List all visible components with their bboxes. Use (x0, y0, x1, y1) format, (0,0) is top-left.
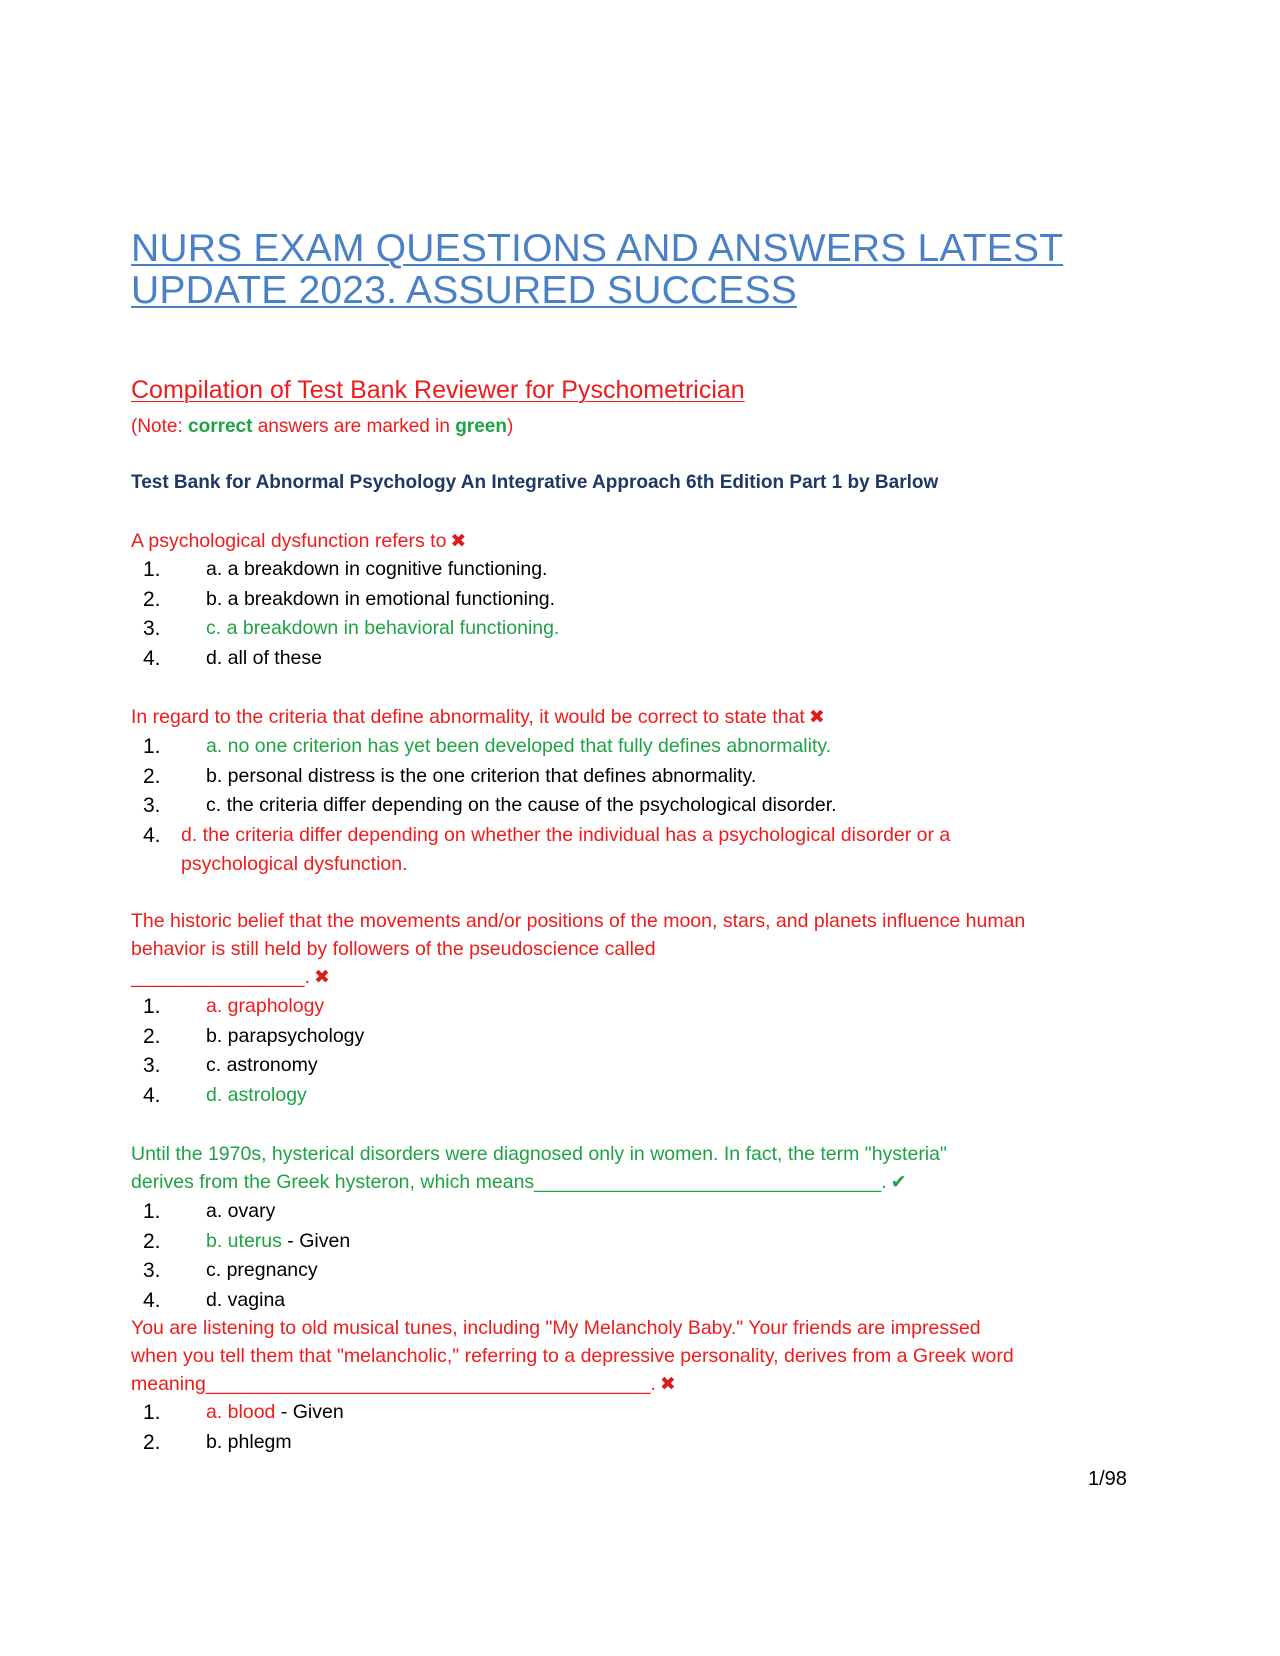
question-5 (131, 1314, 1131, 1399)
list-item (131, 1081, 1131, 1111)
question-1 (131, 527, 1131, 556)
option-number: 1. (143, 558, 161, 581)
question-text-line: behavior is still held by followers of the pseudoscience called (131, 938, 656, 960)
option-text: c. astronomy (206, 1054, 318, 1076)
wrong-mark-icon: ✖ (450, 531, 467, 552)
list-item (131, 762, 1131, 792)
note-middle: answers are marked in (252, 416, 456, 437)
list-item (131, 992, 1131, 1022)
option-number: 3. (143, 1259, 161, 1282)
check-mark-icon: ✔ (890, 1172, 907, 1193)
option-text: b. parapsychology (206, 1024, 365, 1047)
option-number: 4. (143, 1288, 161, 1312)
section-heading: Test Bank for Abnormal Psychology An Integrative Approach 6th Edition Part 1 by Barlow (131, 472, 939, 493)
note-green-word: green (455, 416, 507, 437)
given-label: - Given (275, 1401, 344, 1423)
question-2 (131, 703, 1131, 732)
option-number: 2. (143, 1430, 161, 1454)
question-text-line: meaning_________________________________________. (131, 1373, 656, 1395)
list-item (131, 821, 1131, 879)
option-text: a. a breakdown in cognitive functioning. (206, 558, 548, 580)
option-number: 2. (143, 1024, 161, 1048)
list-item (131, 614, 1131, 644)
question-text: In regard to the criteria that define abnormality, it would be correct to state that (131, 706, 805, 728)
wrong-mark-icon: ✖ (808, 707, 825, 728)
list-item (131, 1197, 1131, 1227)
option-number: 1. (143, 735, 161, 758)
answer-blank: ________________. (131, 966, 310, 988)
question-5-options (131, 1398, 1131, 1457)
question-text: A psychological dysfunction refers to (131, 530, 447, 552)
option-text: a. no one criterion has yet been developed that fully defines abnormality. (206, 735, 832, 757)
option-text: b. phlegm (206, 1430, 292, 1453)
question-4-options (131, 1197, 1131, 1315)
page-number: 1/98 (1088, 1468, 1127, 1490)
list-item (131, 1227, 1131, 1257)
question-text-line: when you tell them that "melancholic," referring to a depressive personality, derives from a Greek word (131, 1345, 1014, 1367)
list-item (131, 1398, 1131, 1428)
question-2-options (131, 732, 1131, 879)
option-text: a. graphology (206, 995, 325, 1017)
question-text-line: The historic belief that the movements and/or positions of the moon, stars, and planets influence human (131, 910, 1026, 932)
option-text: c. pregnancy (206, 1259, 318, 1281)
question-4 (131, 1140, 1131, 1197)
option-number: 4. (143, 823, 161, 847)
list-item (131, 585, 1131, 615)
option-number: 4. (143, 646, 161, 670)
option-text: a. ovary (206, 1200, 276, 1222)
list-item (131, 1428, 1131, 1458)
option-text: a. blood (206, 1401, 276, 1423)
option-number: 2. (143, 764, 161, 788)
option-text: c. a breakdown in behavioral functioning. (206, 617, 560, 639)
note-prefix: (Note: (131, 416, 189, 437)
option-text: b. uterus (206, 1229, 282, 1252)
option-number: 3. (143, 794, 161, 817)
list-item (131, 791, 1131, 821)
option-text: d. vagina (206, 1288, 286, 1311)
option-text: c. the criteria differ depending on the cause of the psychological disorder. (206, 794, 837, 816)
option-number: 1. (143, 995, 161, 1018)
list-item (131, 1022, 1131, 1052)
given-label: - Given (281, 1229, 351, 1252)
option-number: 2. (143, 1229, 161, 1253)
option-number: 1. (143, 1200, 161, 1223)
list-item (131, 732, 1131, 762)
option-number: 1. (143, 1401, 161, 1424)
list-item (131, 644, 1131, 674)
list-item (131, 555, 1131, 585)
wrong-mark-icon: ✖ (659, 1374, 676, 1395)
question-text-line: You are listening to old musical tunes, including "My Melancholy Baby." Your friends are impressed (131, 1317, 981, 1339)
option-text: d. the criteria differ depending on whether the individual has a psychological disorder or a psychological dysfunction. (181, 823, 951, 875)
document-title[interactable]: NURS EXAM QUESTIONS AND ANSWERS LATEST UPDATE 2023. ASSURED SUCCESS (131, 227, 1064, 312)
option-number: 2. (143, 587, 161, 611)
list-item (131, 1286, 1131, 1316)
document-subtitle[interactable]: Compilation of Test Bank Reviewer for Pyschometrician (131, 376, 745, 404)
wrong-mark-icon: ✖ (313, 967, 330, 988)
option-text: b. personal distress is the one criterion that defines abnormality. (206, 764, 757, 787)
question-3-options (131, 992, 1131, 1110)
option-text: d. all of these (206, 646, 322, 669)
option-text: d. astrology (206, 1083, 307, 1106)
option-number: 3. (143, 617, 161, 640)
option-number: 3. (143, 1054, 161, 1077)
question-text-line: Until the 1970s, hysterical disorders were diagnosed only in women. In fact, the term "hysteria" (131, 1143, 947, 1165)
list-item (131, 1256, 1131, 1286)
list-item (131, 1051, 1131, 1081)
question-text-line: derives from the Greek hysteron, which means________________________________. (131, 1171, 887, 1193)
option-text: b. a breakdown in emotional functioning. (206, 587, 556, 610)
question-3 (131, 907, 1131, 992)
note-suffix: ) (506, 416, 514, 437)
question-1-options (131, 555, 1131, 673)
option-number: 4. (143, 1083, 161, 1107)
note-correct-word: correct (188, 416, 253, 437)
answer-key-note (131, 416, 513, 438)
